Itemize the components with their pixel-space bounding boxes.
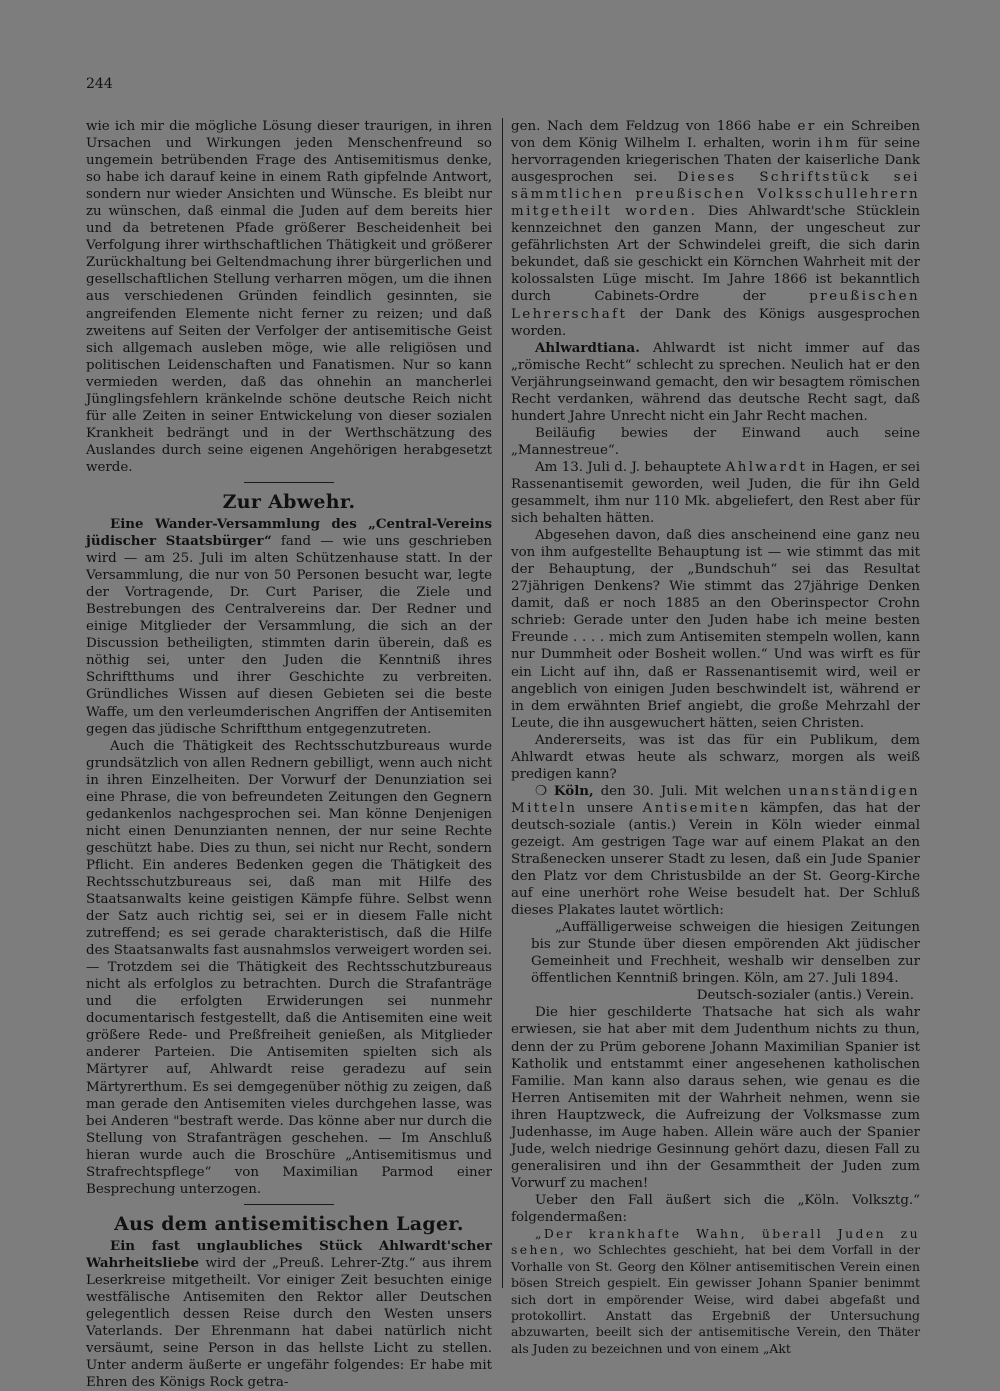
text-span: kämpfen, das hat der deutsch-soziale (antis.) Verein in Köln wieder einmal gezeigt. Am gestrigen Tage war auf einem Plakat an den Straßenecken unserer Stadt zu lesen, daß ein Jude Spanier den Platz vor dem Christusbilde an der St. Georg-Kirche auf eine unerhört rohe Weise besudelt hat. Der Schluß dieses Plakates lautet wörtlich: — [511, 800, 920, 919]
spaced-text: unanständigen Mitteln — [511, 783, 920, 816]
paragraph-continuation — [511, 118, 920, 340]
text-span: in Hagen, er sei Rassenantisemit geworden, weil Juden, die für ihn Geld gesammelt, ihm nur 110 Mk. abgeliefert, den Rest aber für sich behalten hätten. — [511, 459, 920, 527]
text-span: gen. Nach dem Feldzug von 1866 habe — [511, 119, 798, 134]
text-span: Am 13. Juli d. J. behauptete — [535, 459, 726, 475]
text-span: Ahlwardt ist nicht immer auf das „römische Recht“ schlecht zu sprechen. Neulich hat er den Verjährungseinwand gemacht, den wir besagtem römischen Recht verdanken, während das deutsche Recht sagt, daß hundert Jahre Unrecht nicht ein Jahr Recht machen. — [511, 340, 920, 424]
text-span: unsere — [577, 800, 643, 816]
text-span: wo Schlechtes geschieht, hat bei dem Vorfall in der Vorhalle von St. Georg den Kölner antisemitischen Verein einen bösen Streich gespielt. Ein gewisser Johann Spanier benimmt sich dort in empörender Weise, wird dabei abgefaßt und protokollirt. Anstatt das Ergebniß der Untersuchung abzuwarten, beeilt sich der antisemitische Verein, den Thäter als Juden zu bezeichnen und von einem „Akt — [511, 1242, 920, 1356]
paragraph-volksztg: Ueber den Fall äußert sich die „Köln. Volksztg.“ folgendermaßen: — [511, 1192, 920, 1225]
paragraph-wander-versammlung — [86, 516, 492, 738]
paragraph-ahlwardtiana — [511, 340, 920, 425]
left-column — [86, 118, 492, 1391]
paragraph-intro: wie ich mir die mögliche Lösung dieser traurigen, in ihren Ursachen und Wirkungen jeden Menschenfreund so ungemein betrübenden Frage des Antisemitismus denke, so habe ich darauf keine in einem Rath gipfelnde Antwort, sondern nur wieder Ansichten und Wünsche. Es bleibt nur zu wünschen, daß einmal die Juden auf dem bereits hier und da betretenen Pfade größerer Bescheidenheit bei Verfolgung ihrer wirthschaftlichen Thätigkeit und größerer Zurückhaltung bei Geltendmachung ihrer bürgerlichen und gesellschaftlichen Stellung verharren mögen, um die ihnen aus verschiedenen Gründen feindlich gesinnten, sie angreifenden Elemente nicht ferner zu reizen; und daß zweitens auf Seiten der Verfolger der antisemitische Geist sich allgemach ausleben möge, wie alle religiösen und politischen Leidenschaften und Fanatismen. Nur so kann vermieden werden, daß das ohnehin an mancherlei Jünglingsfehlern kränkelnde schöne deutsche Reich nicht für alle Zeiten in seiner Entwickelung von dieser sozialen Krankheit bedrängt und in der Werthschätzung des Auslandes durch seine eigenen Angehörigen herabgesetzt werde. — [86, 119, 492, 475]
paragraph-koeln — [511, 783, 920, 919]
paragraph-mannestreue: Beiläufig bewies der Einwand auch seine „Mannestreue“. — [511, 425, 920, 458]
lead-wander-versammlung: Eine Wander-Versammlung des „Central-Vereins jüdischer Staatsbürger“ — [86, 515, 492, 550]
text-span: für seine hervorragenden kriegerischen Thaten der kaiserliche Dank ausgesprochen sei. — [511, 136, 921, 186]
paragraph-publikum: Andererseits, was ist das für ein Publikum, dem Ahlwardt etwas heute als schwarz, morgen als weiß predigen kann? — [511, 732, 920, 782]
lead-ahlwardt-wahrheitsliebe: Ein fast unglaubliches Stück Ahlwardt'scher Wahrheitsliebe — [86, 1237, 492, 1271]
text-span: den 30. Juli. Mit welchen — [593, 783, 789, 799]
paragraph-thatsache: Die hier geschilderte Thatsache hat sich als wahr erwiesen, sie hat aber mit dem Judenthum nichts zu thun, denn der zu Prüm geborene Johann Maximilian Spanier ist Katholik und entstammt einer angesehenen katholischen Familie. Man kann also daraus sehen, wie genau es die Herren Antisemiten mit der Wahrheit nehmen, wenn sie ihren Hauptzweck, die Aufreizung der Volksmasse zum Judenhasse, im Auge haben. Allein wäre auch der Spanier Jude, welch niedrige Gesinnung gehört dazu, diesen Fall zu generalisiren und ihn der Gesammtheit der Juden zum Vorwurf zu machen! — [511, 1005, 920, 1191]
spaced-text: Dieses Schriftstück sei sämmtlichen preußischen Volksschullehrern mitgetheilt worden. — [511, 170, 920, 220]
spaced-text: Antisemiten — [642, 800, 751, 816]
quote-signature: Deutsch-sozialer (antis.) Verein. — [696, 988, 914, 1004]
page-number: 244 — [86, 76, 113, 92]
text-span: der Dank des Königs ausgesprochen worden. — [511, 306, 920, 339]
quote-volksztg — [511, 1226, 920, 1357]
paragraph-rechtsschutzbureau: Auch die Thätigkeit des Rechtsschutzbureaus wurde grundsätzlich von allen Rednern gebilligt, wenn auch nicht in ihren Einzelheiten. Der Vorwurf der Denunziation sei eine Phrase, die von befreundeten Zeitungen den Gegnern gedankenlos nachgesprochen sei. Man könne Denjenigen nicht einen Denunzianten nennen, der nur seine Rechte geschützt habe. Dies zu thun, sei nicht nur Recht, sondern Pflicht. Ein anderes Bedenken gegen die Thätigkeit des Rechtsschutzbureaus sei, daß man mit Hilfe des Staatsanwalts keine geistigen Kämpfe führe. Selbst wenn der Satz auch richtig sei, sei er in diesem Falle nicht zutreffend; es sei gerade charakteristisch, daß die Hilfe des Staatsanwalts fast ausnahmslos verweigert worden sei. — Trotzdem sei die Thätigkeit des Rechtsschutzbureaus nicht als erfolglos zu betrachten. Durch die Strafanträge und die erfolgten Erwiderungen sei nunmehr documentarisch festgestellt, daß die Antisemiten eine weit größere Rede- und Preßfreiheit genießen, als Mitglieder anderer Parteien. Die Antisemiten spielten sich als Märtyrer auf, Ahlwardt reise geradezu auf sein Märtyrerthum. Es sei demgegenüber nöthig zu zeigen, daß man gerade den Antisemiten vieles durchgehen lasse, was bei Anderen "bestraft werde. Das könne aber nur durch die Stellung von Strafanträgen geschehen. — Im Anschluß hieran wurde auch die Broschüre „Antisemitismus und Strafrechtspflege“ von Maximilian Parmod einer Besprechung unterzogen. — [86, 738, 492, 1197]
text-span: Dies Ahlwardt'sche Stücklein kennzeichnet den ganzen Mann, der ungescheut zur gefährlichsten Art der Schwindelei greift, die sich darin bekundet, daß sie geschickt ein Körnchen Wahrheit mit der kolossalsten Lüge mischt. Im Jahre 1866 ist bekanntlich durch Cabinets-Ordre der — [511, 204, 920, 305]
section-divider — [244, 482, 334, 483]
spaced-text: preußischen Lehrerschaft — [511, 289, 920, 322]
heading-zur-abwehr: Zur Abwehr. — [222, 490, 356, 513]
spaced-text: er — [797, 119, 817, 134]
text-span: ein Schreiben von dem König Wilhelm I. erhalten, worin — [511, 119, 920, 152]
section-divider — [244, 1204, 334, 1205]
text-ahlwardt-wahrheitsliebe: wird der „Preuß. Lehrer-Ztg.“ aus ihrem Leserkreise mitgetheilt. Vor einiger Zeit besuchten einige westfälische Antisemiten den Rektor aller Deutschen gelegentlich dessen Reise durch den Westen unsers Vaterlands. Der Ehrenmann hat dabei natürlich nicht versäumt, seine Person in das hellste Licht zu stellen. Unter anderm äußerte er ungefähr folgendes: Er habe mit Ehren des Königs Rock getra- — [86, 1255, 492, 1391]
quote-plakat: „Auffälligerweise schweigen die hiesigen Zeitungen bis zur Stunde über diesen empörenden Akt jüdischer Gemeinheit und Frechheit, weshalb wir denselben zur öffentlichen Kenntniß bringen. Köln, am 27. Juli 1894. — [531, 920, 920, 987]
spaced-text: ihm — [817, 136, 851, 152]
spaced-text: „Der krankhafte Wahn, überall Juden zu sehen, — [511, 1226, 920, 1258]
paragraph-ahlwardt-wahrheitsliebe — [86, 1238, 492, 1391]
column-divider — [502, 118, 503, 1288]
lead-ahlwardtiana: Ahlwardtiana. — [535, 339, 640, 356]
text-wander-versammlung: fand — wie uns geschrieben wird — am 25. Juli im alten Schützenhause statt. In der Versammlung, die nur von 50 Personen besucht war, legte der Vortragende, Dr. Curt Pariser, die Ziele und Bestrebungen des Centralvereins dar. Der Redner und einige Mitglieder der Versammlung, die sich an der Discussion betheiligten, stimmten darin überein, daß es nöthig sei, unter den Juden die Kenntniß ihres Schriftthums und ihrer Geschichte zu verbreiten. Gründliches Wissen auf diesen Gebieten sei die beste Waffe, um den verleumderischen Angriffen der Antisemiten gegen das jüdische Schriftthum entgegenzutreten. — [86, 534, 492, 737]
lead-koeln: Köln, — [553, 782, 594, 799]
heading-antisemitisches-lager: Aus dem antisemitischen Lager. — [114, 1212, 464, 1235]
paragraph-bundschuh: Abgesehen davon, daß dies anscheinend eine ganz neu von ihm aufgestellte Behauptung ist — wie stimmt das mit der Behauptung, der „Bundschuh“ sei das Resultat 27jährigen Denkens? Wie stimmt das 27jährige Denken damit, daß er noch 1885 an den Oberinspector Crohn schrieb: Gerade unter den Juden habe ich meine besten Freunde . . . . mich zum Antisemiten stempeln wollen, kann nur Dummheit oder Bosheit wollen.“ Und was wirft es für ein Licht auf ihn, daß er Rassenantisemit wird, weil er angeblich von einigen Juden beschwindelt ist, während er in dem erwähnten Brief angiebt, die große Mehrzahl der Leute, die ihn ausgewuchert hätten, seien Christen. — [511, 528, 920, 731]
paragraph-hagen — [511, 459, 920, 527]
right-column — [511, 118, 920, 1357]
circle-icon: ❍ — [535, 783, 548, 799]
spaced-text: Ahlwardt — [725, 459, 808, 475]
